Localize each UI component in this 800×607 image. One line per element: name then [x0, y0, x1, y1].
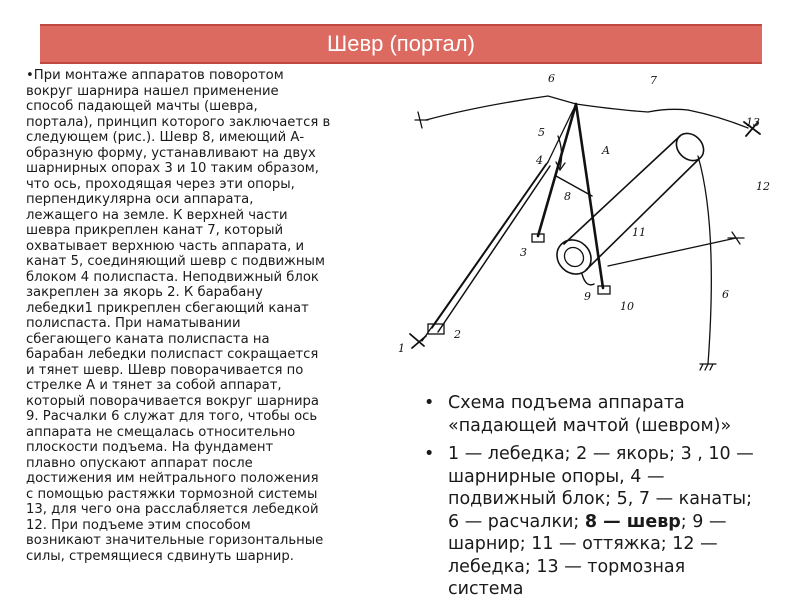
figure-caption [424, 392, 754, 607]
label-1: 1 [398, 342, 405, 355]
label-8: 8 [564, 190, 571, 203]
guy-rope-6-top [426, 96, 576, 120]
winch-1-symbol [410, 334, 426, 348]
rope-11 [608, 238, 736, 266]
caption-legend [424, 443, 754, 601]
shevr-leg-left [538, 104, 576, 236]
rope-7 [576, 104, 688, 112]
label-9: 9 [584, 290, 591, 303]
label-6-right: 6 [722, 288, 729, 301]
label-2: 2 [454, 328, 461, 341]
label-6-top: 6 [548, 72, 555, 85]
hinge-9 [582, 274, 594, 285]
guy-anchor-left [415, 112, 428, 128]
rope-13 [688, 110, 748, 128]
label-11: 11 [632, 226, 646, 239]
anchor-11 [728, 232, 744, 244]
caption-title: • Схема подъема аппарата «падающей мачтой (шевром)» [424, 392, 754, 437]
label-12: 12 [756, 180, 770, 193]
title-bar [40, 24, 762, 64]
winch-lead-rope [422, 164, 546, 341]
description-text: •При монтаже аппаратов поворотом вокруг шарнира нашел применение способ падающей мачты (шевра, портала), принцип которого заключается в следующем (рис.). Шевр 8, имеющий А- образную форму, устанавливают на двух шарнирных опорах 3 и 10 таким образом, что ось, проходящая через эти опоры, перпендикулярна оси аппарата, лежащего на земле. К верхней части шевра прикреплен канат 7, который охватывает верхнюю часть аппарата, и канат 5, соединяющий шевр с подвижным блоком 4 полиспаста. Неподвижный блок закреплен за якорь 2. К барабану лебедки1 прикреплен сбегающий канат полиспаста. При наматывании сбегающего каната полиспаста на барабан лебедки полиспаст сокращается и тянет шевр. Шевр поворачивается по стрелке А и тянет за собой аппарат, который поворачивается вокруг шарнира 9. Расчалки 6 служат для того, чтобы ось аппарата не смещалась относительно плоскости подъема. На фундамент плавно опускают аппарат после достижения им нейтрального положения с помощью растяжки тормозной системы 13, для чего она расслабляется лебедкой 12. При подъеме этим способом возникают значительные горизонтальные силы, стремящиеся сдвинуть шарнир. [26, 68, 331, 564]
vessel-end [550, 233, 598, 281]
shevr-leg-right [576, 104, 603, 288]
legend-part-1: 1 — лебедка; 2 — якорь; 3 , 10 — шарнирные опоры, 4 — подвижный блок; 5, 7 — канаты; 6 — расчалки; [448, 444, 754, 532]
legend-part-2: ; 9 —шарнир; 11 — оттяжка; 12 — лебедка; 13 — тормозная система [448, 511, 727, 599]
label-10: 10 [620, 300, 634, 313]
label-13: 13 [746, 116, 760, 129]
label-4: 4 [536, 154, 543, 167]
legend-shevr-bold: 8 — шевр [584, 511, 681, 532]
vessel-bottom-edge [586, 158, 700, 270]
label-5: 5 [538, 126, 545, 139]
lifting-scheme-figure [388, 66, 788, 388]
polyspast-rope-b [438, 166, 550, 332]
vessel-top-end [671, 128, 709, 166]
ground-anchor-right [700, 364, 716, 370]
label-a: A [602, 144, 610, 157]
label-7: 7 [650, 74, 657, 87]
slide-title: Шевр (портал) [327, 31, 475, 56]
guy-rope-6-right [698, 156, 711, 364]
vessel-opening [561, 244, 588, 271]
label-3: 3 [520, 246, 527, 259]
